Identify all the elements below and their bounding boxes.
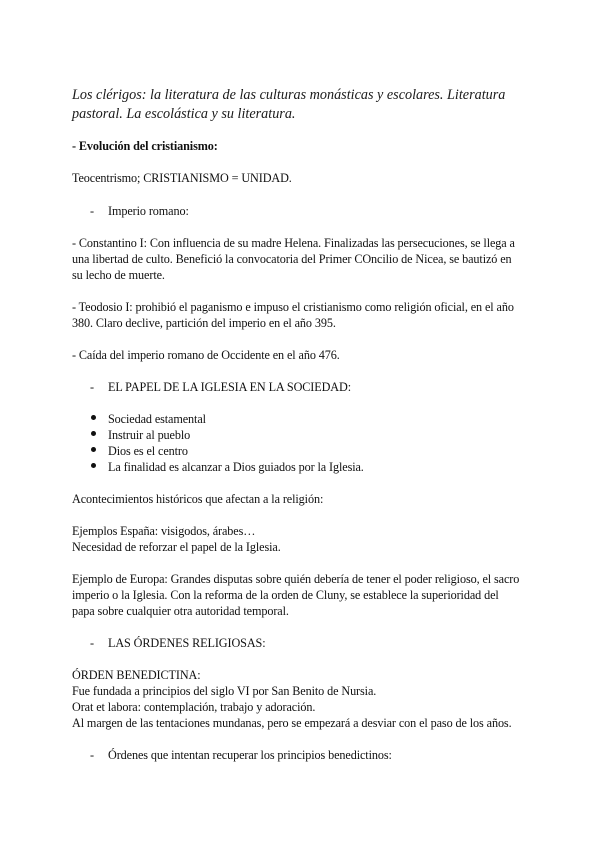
bullet-item: Instruir al pueblo <box>108 428 191 442</box>
teocentrismo-line: Teocentrismo; CRISTIANISMO = UNIDAD. <box>72 171 292 185</box>
acontecimientos-line: Acontecimientos históricos que afectan a la religión: <box>72 492 324 506</box>
bullet-item: Dios es el centro <box>108 444 188 458</box>
subheading-iglesia: EL PAPEL DE LA IGLESIA EN LA SOCIEDAD: <box>108 380 351 394</box>
bullet-icon <box>91 431 96 436</box>
document-title: Los clérigos: la literatura de las culturas monásticas y escolares. Literatura pastoral. La escolástica y su literatura. <box>72 87 506 122</box>
bullet-icon <box>91 463 96 468</box>
europa-line: papa sobre cualquier otra autoridad temporal. <box>72 604 289 618</box>
dash-marker: - <box>90 380 95 394</box>
benedictina-line: Orat et labora: contemplación, trabajo y adoración. <box>72 700 316 714</box>
constantino-line: una libertad de culto. Benefició la convocatoria del Primer COncilio de Nicea, se bautizó en <box>72 252 512 266</box>
teodosio-line: - Teodosio I: prohibió el paganismo e impuso el cristianismo como religión oficial, en el año <box>72 300 514 314</box>
bullet-icon <box>91 447 96 452</box>
dash-marker: - <box>90 204 95 218</box>
subheading-ordenes: LAS ÓRDENES RELIGIOSAS: <box>108 636 266 650</box>
constantino-line: su lecho de muerte. <box>72 268 165 282</box>
ejemplos-espana-line: Ejemplos España: visigodos, árabes… <box>72 524 256 538</box>
benedictina-line: Al margen de las tentaciones mundanas, pero se empezará a desviar con el paso de los años. <box>72 716 512 730</box>
europa-line: imperio o la Iglesia. Con la reforma de la orden de Cluny, se establece la superioridad del <box>72 588 499 602</box>
teodosio-line: 380. Claro declive, partición del imperio en el año 395. <box>72 316 336 330</box>
subheading-recuperar: Órdenes que intentan recuperar los principios benedictinos: <box>108 748 392 762</box>
europa-line: Ejemplo de Europa: Grandes disputas sobre quién debería de tener el poder religioso, el sacro <box>72 572 520 586</box>
subheading-imperio: Imperio romano: <box>108 204 189 218</box>
bullet-item: Sociedad estamental <box>108 412 206 426</box>
section-heading: - Evolución del cristianismo: <box>72 139 218 153</box>
dash-marker: - <box>90 636 95 650</box>
bullet-icon <box>91 415 96 420</box>
benedictina-heading: ÓRDEN BENEDICTINA: <box>72 668 201 682</box>
dash-marker: - <box>90 748 95 762</box>
constantino-line: - Constantino I: Con influencia de su madre Helena. Finalizadas las persecuciones, se llega a <box>72 236 515 250</box>
necesidad-line: Necesidad de reforzar el papel de la Iglesia. <box>72 540 281 554</box>
benedictina-line: Fue fundada a principios del siglo VI por San Benito de Nursia. <box>72 684 377 698</box>
bullet-item: La finalidad es alcanzar a Dios guiados por la Iglesia. <box>108 460 364 474</box>
caida-line: - Caída del imperio romano de Occidente en el año 476. <box>72 348 340 362</box>
